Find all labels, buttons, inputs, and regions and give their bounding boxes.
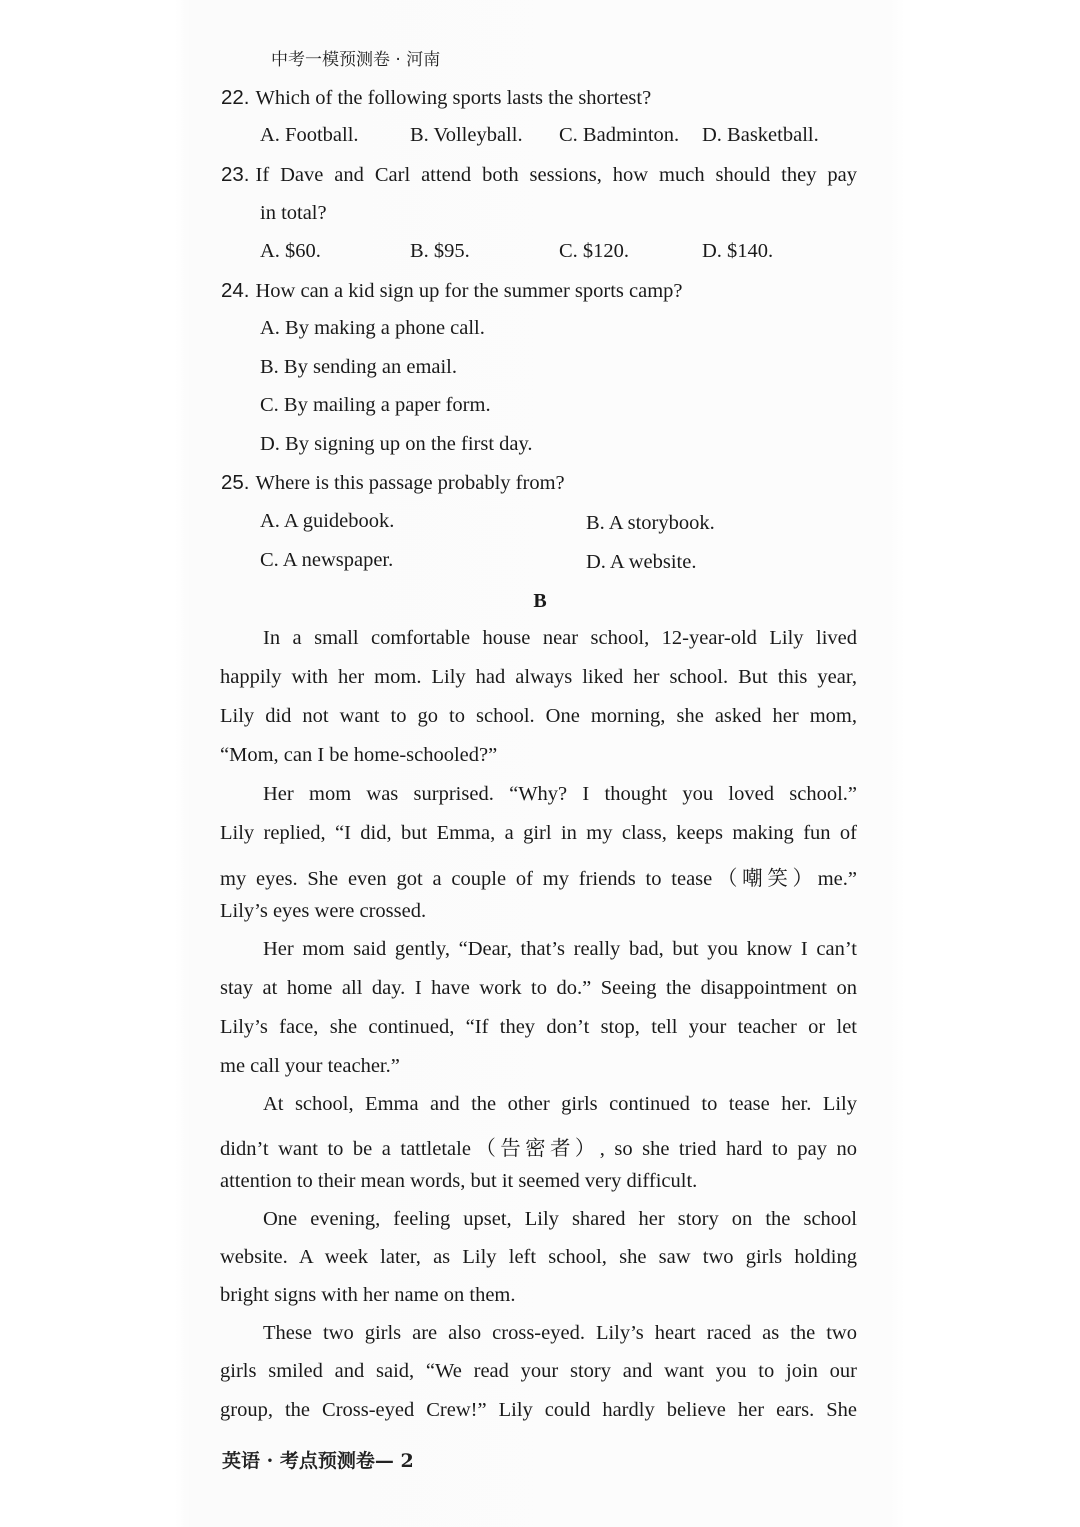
question-22: [221, 86, 651, 110]
passage-line: One evening, feeling upset, Lily shared her story on the school: [263, 1208, 857, 1230]
question-23: [221, 163, 857, 187]
option-c: C. A newspaper.: [260, 549, 394, 571]
question-number: 23.: [221, 163, 250, 186]
passage-line: Lily’s face, she continued, “If they don’t stop, tell your teacher or let: [220, 1016, 857, 1038]
passage-line: group, the Cross-eyed Crew!” Lily could hardly believe her ears. She: [220, 1399, 857, 1421]
option-b: B. By sending an email.: [260, 356, 458, 378]
passage-line: At school, Emma and the other girls continued to tease her. Lily: [263, 1093, 857, 1115]
option-c: C. By mailing a paper form.: [260, 394, 491, 416]
question-text-line1: If Dave and Carl attend both sessions, how much should they pay: [255, 164, 857, 186]
option-a: A. $60.: [260, 240, 321, 262]
option-a: A. Football.: [260, 124, 359, 146]
passage-line: my eyes. She even got a couple of my friends to tease（嘲笑）me.”: [220, 868, 857, 890]
option-b: B. A storybook.: [586, 512, 715, 534]
section-heading: B: [533, 590, 547, 612]
option-d: D. $140.: [702, 240, 774, 262]
question-text: Where is this passage probably from?: [255, 472, 565, 494]
passage-line: In a small comfortable house near school, 12-year-old Lily lived: [263, 627, 857, 649]
question-24: [221, 279, 683, 303]
option-b: B. $95.: [410, 240, 470, 262]
question-25: [221, 471, 565, 495]
passage-line: bright signs with her name on them.: [220, 1284, 516, 1306]
passage-line: “Mom, can I be home-schooled?”: [220, 744, 498, 766]
option-d: D. By signing up on the first day.: [260, 433, 533, 455]
option-d: D. A website.: [586, 551, 697, 573]
option-d: D. Basketball.: [702, 124, 819, 146]
passage-line: Her mom was surprised. “Why? I thought you loved school.”: [263, 783, 857, 805]
option-c: C. $120.: [559, 240, 630, 262]
passage-line: happily with her mom. Lily had always liked her school. But this year,: [220, 666, 857, 688]
question-text-line2: in total?: [260, 202, 327, 224]
option-a: A. A guidebook.: [260, 510, 395, 532]
option-a: A. By making a phone call.: [260, 317, 485, 339]
option-b: B. Volleyball.: [410, 124, 523, 146]
passage-line: Lily replied, “I did, but Emma, a girl in my class, keeps making fun of: [220, 822, 857, 844]
passage-line: Lily did not want to go to school. One morning, she asked her mom,: [220, 705, 857, 727]
question-number: 24.: [221, 279, 250, 302]
passage-line: me call your teacher.”: [220, 1055, 400, 1077]
question-text: How can a kid sign up for the summer sports camp?: [255, 280, 683, 302]
passage-line: website. A week later, as Lily left school, she saw two girls holding: [220, 1246, 857, 1268]
question-number: 22.: [221, 86, 250, 109]
page-footer: 英语 · 考点预测卷— 2: [222, 1450, 414, 1472]
option-c: C. Badminton.: [559, 124, 680, 146]
passage-line: Lily’s eyes were crossed.: [220, 900, 427, 922]
question-number: 25.: [221, 471, 250, 494]
passage-line: didn’t want to be a tattletale（告密者）, so she tried hard to pay no: [220, 1138, 857, 1160]
passage-line: attention to their mean words, but it seemed very difficult.: [220, 1170, 698, 1192]
passage-line: Her mom said gently, “Dear, that’s really bad, but you know I can’t: [263, 938, 857, 960]
passage-line: girls smiled and said, “We read your story and want you to join our: [220, 1360, 857, 1382]
question-text: Which of the following sports lasts the shortest?: [255, 87, 652, 109]
page-header: 中考一模预测卷 · 河南: [271, 50, 441, 70]
passage-line: These two girls are also cross-eyed. Lily’s heart raced as the two: [263, 1322, 857, 1344]
passage-line: stay at home all day. I have work to do.” Seeing the disappointment on: [220, 977, 857, 999]
